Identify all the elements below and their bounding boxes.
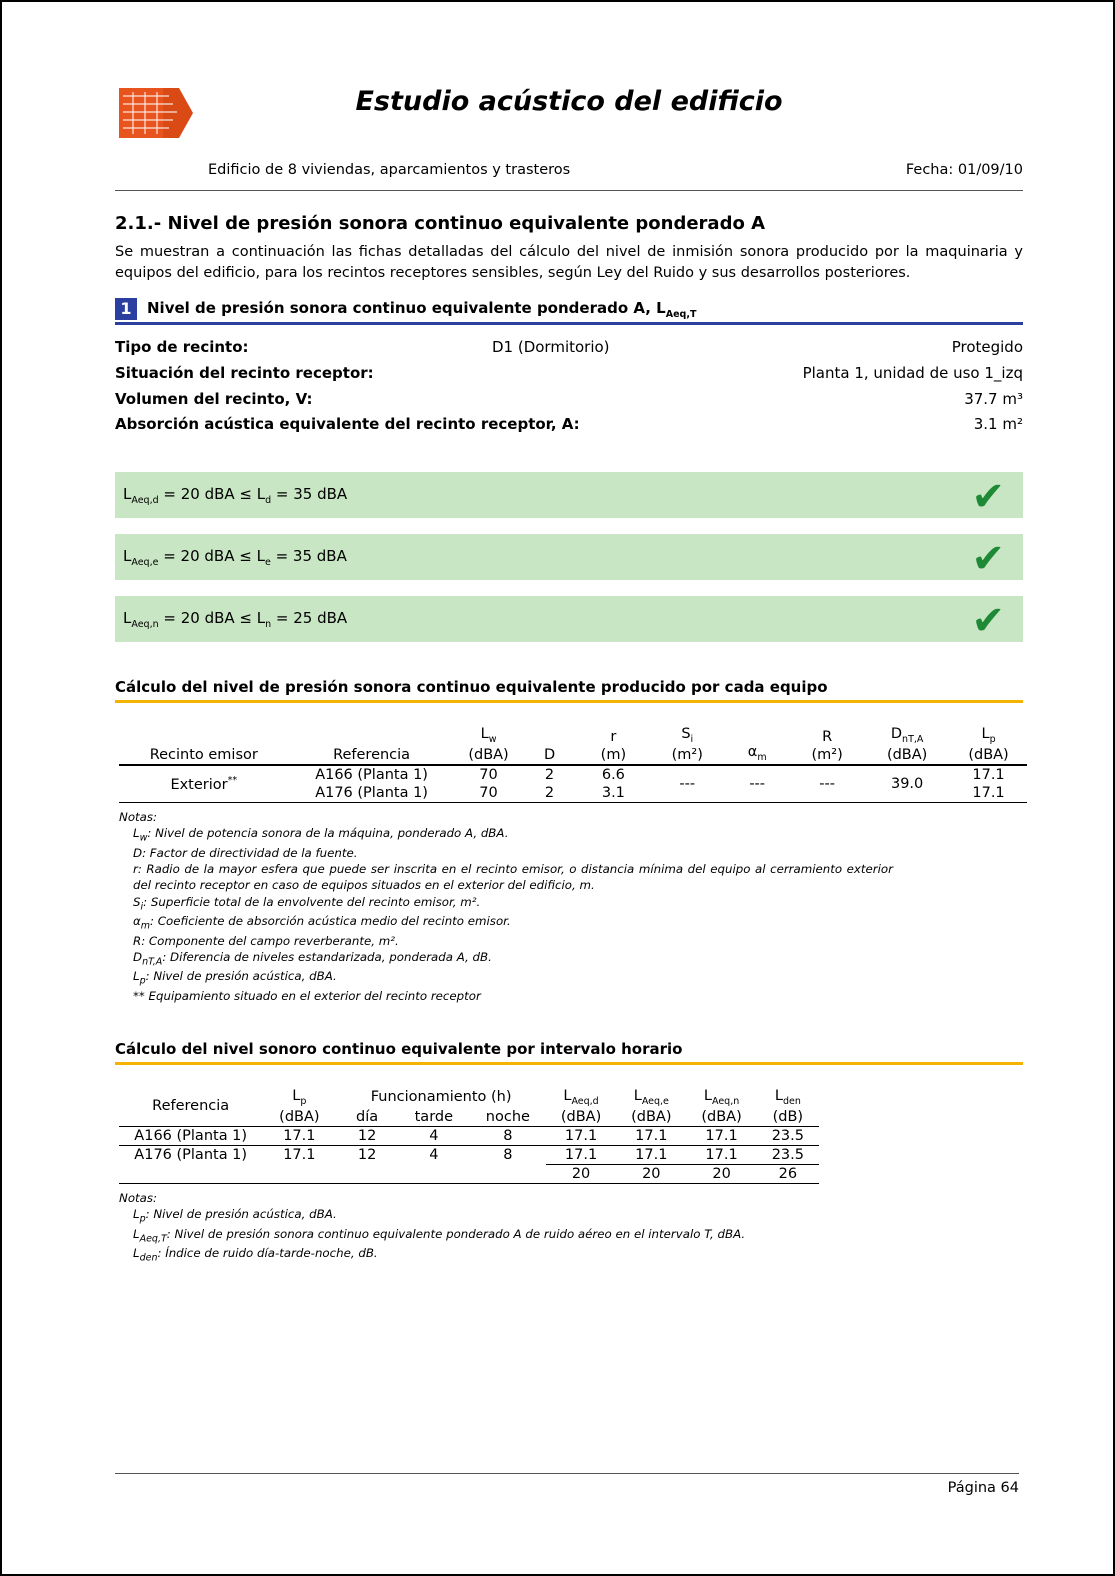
col-header-lp: $L_p$ — [292, 1088, 307, 1107]
cell-d: 2 — [544, 767, 555, 784]
building-subtitle: Edificio de 8 viviendas, aparcamientos y trasteros — [208, 162, 571, 178]
col-unit-lp: (dBA) — [968, 747, 1009, 764]
table-header-row-top — [119, 1087, 819, 1108]
col-unit-tarde: tarde — [414, 1108, 454, 1125]
col-unit-laeqe: (dBA) — [631, 1108, 672, 1125]
table2-notes — [119, 1190, 1023, 1265]
cell-lden: 23.5 — [771, 1127, 804, 1144]
col-header-laeqe: $L_{Aeq,e}$ — [633, 1088, 669, 1107]
cell-lp: 17.1 — [283, 1147, 316, 1164]
cell-laeqd: 17.1 — [564, 1127, 598, 1144]
document-footer — [115, 1473, 1019, 1496]
info-key: Absorción acústica equivalente del recinto receptor, A: — [115, 415, 580, 434]
info-mid — [313, 387, 853, 413]
info-key: Situación del recinto receptor: — [115, 363, 374, 382]
cell-laeqn: 17.1 — [705, 1127, 738, 1144]
verification-list — [115, 472, 1023, 645]
check-icon: ✔ — [971, 536, 1005, 583]
formula-mid: = 20 dBA ≤ L — [158, 485, 266, 504]
recinto-info-list — [115, 335, 1023, 438]
cell-laeqn: 17.1 — [705, 1146, 738, 1163]
table-header-row-top — [119, 725, 1027, 746]
col-header-referencia: Referencia — [333, 747, 411, 764]
col-header-laeqn: $L_{Aeq,n}$ — [703, 1088, 740, 1107]
col-header-r: r — [610, 729, 617, 746]
info-value: Protegido — [951, 338, 1023, 357]
total-laeqd: 20 — [546, 1164, 616, 1183]
info-mid: D1 (Dormitorio) — [491, 338, 610, 357]
cell-laeqe: 17.1 — [635, 1127, 668, 1144]
band-label-sub: Aeq,T — [665, 308, 697, 320]
col-header-recinto: Recinto emisor — [149, 747, 258, 764]
cell-dnta: 39.0 — [890, 776, 924, 793]
header-subtitle-row — [115, 162, 1023, 188]
col-unit-r-rev: (m²) — [811, 747, 843, 764]
col-unit-si: (m²) — [671, 747, 703, 764]
table-row — [119, 1145, 819, 1164]
col-header-dnta: $D_{nT,A}$ — [890, 726, 924, 746]
verification-bar-evening — [115, 534, 1023, 583]
info-value: 3.1 m² — [973, 415, 1023, 434]
document-title: Estudio acústico del edificio — [355, 86, 783, 117]
info-row — [115, 361, 1023, 387]
col-header-d: D — [543, 747, 556, 764]
note-item: $L_p$: Nivel de presión acústica, dBA. — [133, 969, 337, 987]
col-header-lden: $L_{den}$ — [774, 1088, 801, 1107]
col-header-lp: $L_p$ — [981, 726, 996, 746]
cell-r: 6.6 — [601, 767, 625, 784]
verification-formula: $L_{Aeq,d} = 20$ dBA ≤ $L_d = 35$ dBA — [123, 485, 348, 507]
info-row — [115, 335, 1023, 361]
notes-title: Notas: — [119, 1190, 158, 1205]
info-value: Planta 1, unidad de uso 1_izq — [802, 363, 1023, 382]
hourly-interval-table — [119, 1087, 819, 1184]
cell-lp: 17.1 — [972, 767, 1005, 784]
note-item: ** Equipamiento situado en el exterior del recinto receptor — [133, 988, 481, 1003]
info-mid — [374, 361, 803, 387]
company-logo-icon — [115, 82, 195, 144]
cell-dia: 12 — [357, 1147, 377, 1164]
cell-tarde: 4 — [429, 1147, 439, 1164]
formula-sub-1: Aeq,n — [131, 619, 159, 631]
cell-laeqd: 17.1 — [564, 1146, 598, 1163]
notes-title: Notas: — [119, 810, 158, 825]
cell-lp: 17.1 — [972, 785, 1005, 802]
col-header-r-rev: R — [822, 729, 833, 746]
page-content — [115, 72, 1023, 1265]
verification-bar-night — [115, 596, 1023, 645]
table1-heading: Cálculo del nivel de presión sonora continuo equivalente producido por cada equipo — [115, 678, 1023, 703]
cell-dia: 12 — [357, 1127, 377, 1144]
cell-referencia: A166 (Planta 1) — [315, 767, 428, 784]
col-header-funcionamiento: Funcionamiento (h) — [370, 1089, 512, 1106]
cell-noche: 8 — [503, 1147, 513, 1164]
cell-noche: 8 — [503, 1127, 513, 1144]
note-item: $\alpha_m$: Coeficiente de absorción acústica medio del recinto emisor. — [133, 914, 511, 932]
cell-lden: 23.5 — [771, 1146, 804, 1163]
table-totals-row — [119, 1164, 819, 1183]
info-row — [115, 412, 1023, 438]
info-value: 37.7 m³ — [964, 389, 1023, 408]
formula-mid: = 20 dBA ≤ L — [158, 547, 265, 566]
col-unit-laeqd: (dBA) — [560, 1108, 602, 1125]
group-label-sup: ** — [227, 775, 238, 787]
table-row — [119, 1126, 819, 1145]
verification-formula: $L_{Aeq,e} = 20$ dBA ≤ $L_e = 35$ dBA — [123, 547, 347, 569]
note-item: $L_w$: Nivel de potencia sonora de la máquina, ponderado A, dBA. — [133, 826, 509, 844]
formula-sub-2: e — [264, 557, 271, 569]
col-unit-lden: (dB) — [772, 1108, 804, 1125]
col-unit-noche: noche — [485, 1108, 530, 1125]
col-header-alpha-m: $\alpha_m$ — [747, 744, 767, 764]
total-laeqn: 20 — [686, 1164, 756, 1183]
formula-mid: = 20 dBA ≤ L — [158, 609, 266, 628]
formula-tail: = 35 dBA — [270, 547, 347, 566]
table-bottom-rule — [119, 1183, 819, 1184]
cell-referencia: A176 (Planta 1) — [315, 785, 428, 802]
header-divider — [115, 190, 1023, 191]
equipment-level-table — [119, 725, 1027, 803]
note-item: $S_i$: Superficie total de la envolvente del recinto emisor, m². — [133, 894, 481, 912]
cell-d: 2 — [544, 785, 555, 802]
col-unit-dnta: (dBA) — [886, 747, 928, 764]
section-title: 2.1.- Nivel de presión sonora continuo equivalente ponderado A — [115, 213, 766, 234]
info-key: Tipo de recinto: — [115, 338, 249, 357]
formula-sub-2: d — [265, 495, 272, 507]
cell-r-rev: --- — [819, 776, 835, 793]
footer-divider — [115, 1473, 1019, 1474]
verification-formula: $L_{Aeq,n} = 20$ dBA ≤ $L_n = 25$ dBA — [123, 609, 348, 631]
cell-tarde: 4 — [429, 1127, 439, 1144]
note-item: R: Componente del campo reverberante, m². — [133, 933, 399, 948]
col-unit-lw: (dBA) — [468, 747, 509, 764]
note-item: r: Radio de la mayor esfera que puede ser inscrita en el recinto emisor, o distancia mínima del equipo al cerramiento exterior del recinto receptor en caso de equipos situados en el exterior del edificio, m. — [133, 862, 893, 893]
formula-tail: = 25 dBA — [271, 609, 348, 628]
check-icon: ✔ — [971, 474, 1005, 521]
cell-referencia: A176 (Planta 1) — [134, 1147, 248, 1164]
note-item: $L_p$: Nivel de presión acústica, dBA. — [133, 1207, 337, 1225]
cell-laeqe: 17.1 — [635, 1146, 668, 1163]
col-header-si: $S_i$ — [681, 726, 694, 746]
info-key: Volumen del recinto, V: — [115, 389, 313, 408]
cell-lw: 70 — [479, 785, 498, 802]
formula-sub-1: Aeq,d — [131, 495, 159, 507]
note-item: $D_{nT,A}$: Diferencia de niveles estandarizada, ponderada A, dB. — [133, 949, 492, 968]
row-group-label — [119, 765, 289, 803]
formula-sub-2: n — [265, 619, 272, 631]
col-header-referencia: Referencia — [152, 1098, 230, 1115]
cell-si: --- — [679, 776, 696, 793]
total-lden: 26 — [757, 1164, 819, 1183]
cell-lw: 70 — [479, 767, 498, 784]
table2-heading: Cálculo del nivel sonoro continuo equivalente por intervalo horario — [115, 1040, 1023, 1065]
band-number: 1 — [115, 298, 137, 320]
info-mid — [580, 412, 853, 438]
page-number: Página 64 — [947, 1480, 1019, 1496]
document-header — [115, 72, 1023, 162]
document-date: Fecha: 01/09/10 — [905, 162, 1023, 178]
formula-tail: = 35 dBA — [271, 485, 348, 504]
table-row — [119, 765, 1027, 784]
total-laeqe: 20 — [616, 1164, 686, 1183]
formula-sub-1: Aeq,e — [131, 557, 159, 569]
col-header-lw: $L_w$ — [480, 726, 497, 746]
check-icon: ✔ — [971, 598, 1005, 645]
cell-alpha-m: --- — [749, 776, 766, 793]
group-label-text: Exterior — [170, 777, 228, 794]
col-unit-r: (m) — [600, 747, 627, 764]
note-item: $L_{den}$: Índice de ruido día-tarde-noche, dB. — [133, 1246, 378, 1264]
band-label-text: Nivel de presión sonora continuo equivalente ponderado A, L — [147, 298, 666, 317]
col-unit-lp: (dBA) — [279, 1108, 320, 1125]
info-row — [115, 387, 1023, 413]
col-header-laeqd: $L_{Aeq,d}$ — [563, 1088, 599, 1107]
col-unit-dia: día — [356, 1108, 379, 1125]
verification-bar-day — [115, 472, 1023, 521]
cell-referencia: A166 (Planta 1) — [134, 1127, 248, 1144]
result-band-header — [115, 298, 1023, 325]
section-intro: Se muestran a continuación las fichas detalladas del cálculo del nivel de inmisión sonora producido por la maquinaria y equipos del edificio, para los recintos receptores sensibles, según Ley del Ruido y sus desarrollos posteriores. — [115, 244, 1023, 282]
col-unit-laeqn: (dBA) — [701, 1108, 742, 1125]
table-bottom-rule — [119, 803, 1027, 804]
band-label — [147, 299, 696, 320]
cell-lp: 17.1 — [283, 1127, 316, 1144]
table1-notes — [119, 809, 1023, 1004]
note-item: $L_{Aeq,T}$: Nivel de presión sonora continuo equivalente ponderado A de ruido aéreo en el intervalo T, dBA. — [133, 1226, 746, 1245]
note-item: D: Factor de directividad de la fuente. — [133, 845, 358, 860]
cell-r: 3.1 — [601, 785, 625, 802]
